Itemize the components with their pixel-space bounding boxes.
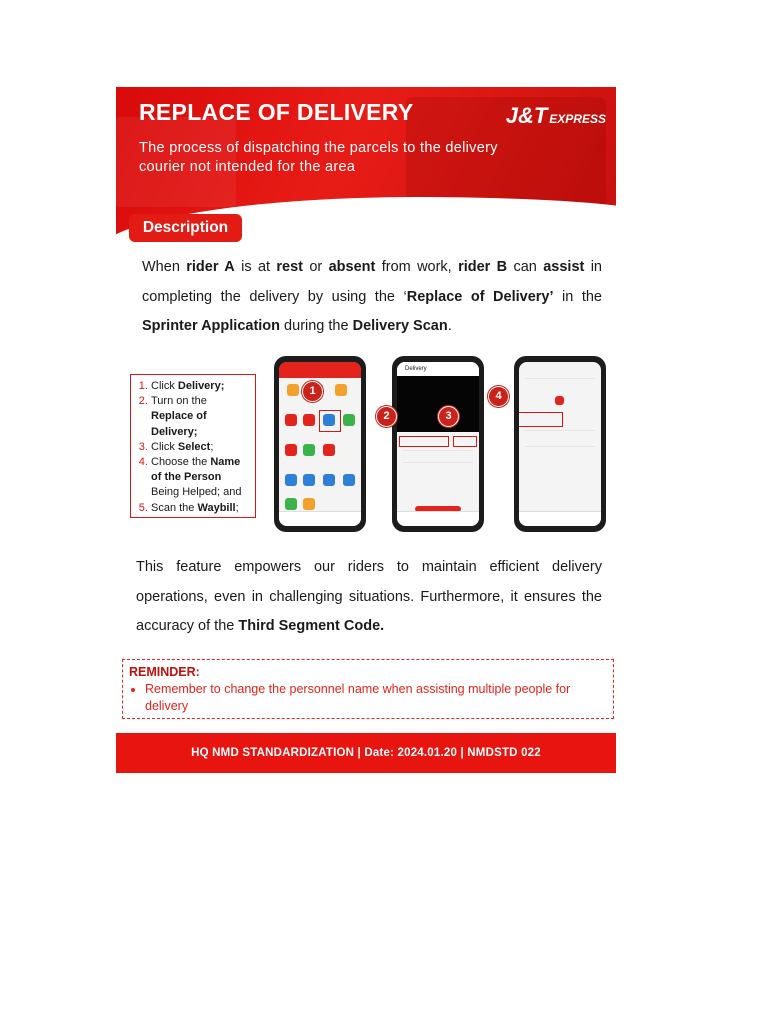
phone-navbar xyxy=(279,511,361,526)
step-bold: Replace of Delivery; xyxy=(151,410,207,438)
jt-express-logo xyxy=(506,103,606,129)
app-tile xyxy=(303,414,315,426)
step-bold: Select xyxy=(177,440,211,453)
footer-bar: HQ NMD STANDARDIZATION | Date: 2024.01.20 | NMDSTD 022 xyxy=(116,733,616,773)
intro-bold: rider A xyxy=(186,259,235,275)
steps-list xyxy=(137,379,251,516)
phone-screen xyxy=(519,362,601,526)
step-text: Turn on the xyxy=(151,395,207,408)
logo-sub: EXPRESS xyxy=(549,112,606,126)
intro-bold: assist xyxy=(543,259,585,275)
feature-paragraph xyxy=(136,553,602,642)
intro-text: or xyxy=(303,259,329,275)
step-item xyxy=(151,379,251,394)
app-tile xyxy=(343,474,355,486)
app-tile xyxy=(285,414,297,426)
phone-navbar xyxy=(519,511,601,526)
step-item xyxy=(151,440,251,455)
divider xyxy=(525,446,595,447)
intro-text: during the xyxy=(280,318,353,334)
step-text: ; xyxy=(235,501,239,514)
step-text: Being Helped; and xyxy=(151,486,242,499)
app-tile xyxy=(287,384,299,396)
step-bold: Waybill xyxy=(197,501,236,514)
body-bold: Third Segment Code. xyxy=(238,618,385,634)
intro-text: When xyxy=(142,259,187,275)
divider xyxy=(403,462,473,463)
app-tile xyxy=(285,498,297,510)
phone-screenshot-delivery xyxy=(383,356,484,532)
callout-4: 4 xyxy=(488,386,509,407)
intro-paragraph xyxy=(142,253,602,342)
description-badge: Description xyxy=(129,214,242,242)
phone-screenshot-home xyxy=(274,356,366,532)
body-text: This feature empowers our riders to maintain efficient delivery operations, even in challenging situations. Furthermore, it ensures the accuracy of the xyxy=(136,559,602,634)
app-tile xyxy=(323,444,335,456)
page-title: REPLACE OF DELIVERY xyxy=(139,99,414,125)
step-item xyxy=(151,455,251,501)
app-tile xyxy=(303,498,315,510)
divider xyxy=(525,378,595,379)
avatar xyxy=(555,396,564,405)
intro-bold: Replace of Delivery’ xyxy=(406,288,554,305)
step-bold: Delivery; xyxy=(177,380,225,392)
callout-2: 2 xyxy=(376,406,397,427)
app-tile xyxy=(285,444,297,456)
step-item xyxy=(151,501,251,516)
delivery-highlight xyxy=(319,410,341,432)
delivery-topbar: Delivery xyxy=(397,362,479,377)
phone-screenshot-select-person xyxy=(495,356,606,532)
select-highlight xyxy=(453,436,477,447)
app-tile xyxy=(335,384,347,396)
callout-3: 3 xyxy=(438,406,459,427)
intro-text: in the xyxy=(553,288,602,305)
divider xyxy=(403,450,473,451)
app-tile xyxy=(323,474,335,486)
intro-text: in completing the delivery by using the ‘ xyxy=(142,259,602,305)
phone-navbar xyxy=(397,511,479,526)
reminder-title: REMINDER: xyxy=(129,665,200,679)
intro-bold: Sprinter Application xyxy=(142,318,281,334)
app-tile xyxy=(343,414,355,426)
step-text: Choose the xyxy=(151,456,211,469)
person-highlight xyxy=(519,412,563,427)
step-text: ; xyxy=(210,440,214,453)
reminder-item: • Remember to change the personnel name when assisting multiple people for delivery xyxy=(145,681,607,715)
app-tile xyxy=(303,444,315,456)
reminder-list xyxy=(129,681,607,715)
step-item xyxy=(151,394,251,440)
step-bold: Name of the Person xyxy=(151,456,241,484)
callout-1: 1 xyxy=(302,381,323,402)
phone-screen xyxy=(397,362,479,526)
steps-box xyxy=(130,374,256,518)
phone-topbar xyxy=(279,362,361,378)
logo-main: J&T xyxy=(505,103,548,128)
page-subtitle: The process of dispatching the parcels to the delivery courier not intended for the area xyxy=(139,140,498,175)
intro-bold: rider B xyxy=(458,259,508,275)
reminder-box xyxy=(122,659,614,719)
intro-bold: absent xyxy=(328,259,376,275)
document-sheet xyxy=(116,87,616,773)
intro-bold: Delivery Scan xyxy=(352,318,448,334)
replace-toggle-highlight xyxy=(399,436,449,447)
intro-bold: rest xyxy=(276,259,303,275)
intro-text: can xyxy=(507,259,544,275)
intro-text: from work, xyxy=(375,259,459,275)
app-tile xyxy=(285,474,297,486)
scan-camera-view xyxy=(397,376,479,432)
step-text: Click xyxy=(151,440,178,453)
intro-text: is at xyxy=(234,259,277,275)
divider xyxy=(525,430,595,431)
step-text: Scan the xyxy=(151,501,198,514)
step-text: Click xyxy=(151,380,178,392)
app-tile xyxy=(303,474,315,486)
intro-text: . xyxy=(447,318,452,334)
